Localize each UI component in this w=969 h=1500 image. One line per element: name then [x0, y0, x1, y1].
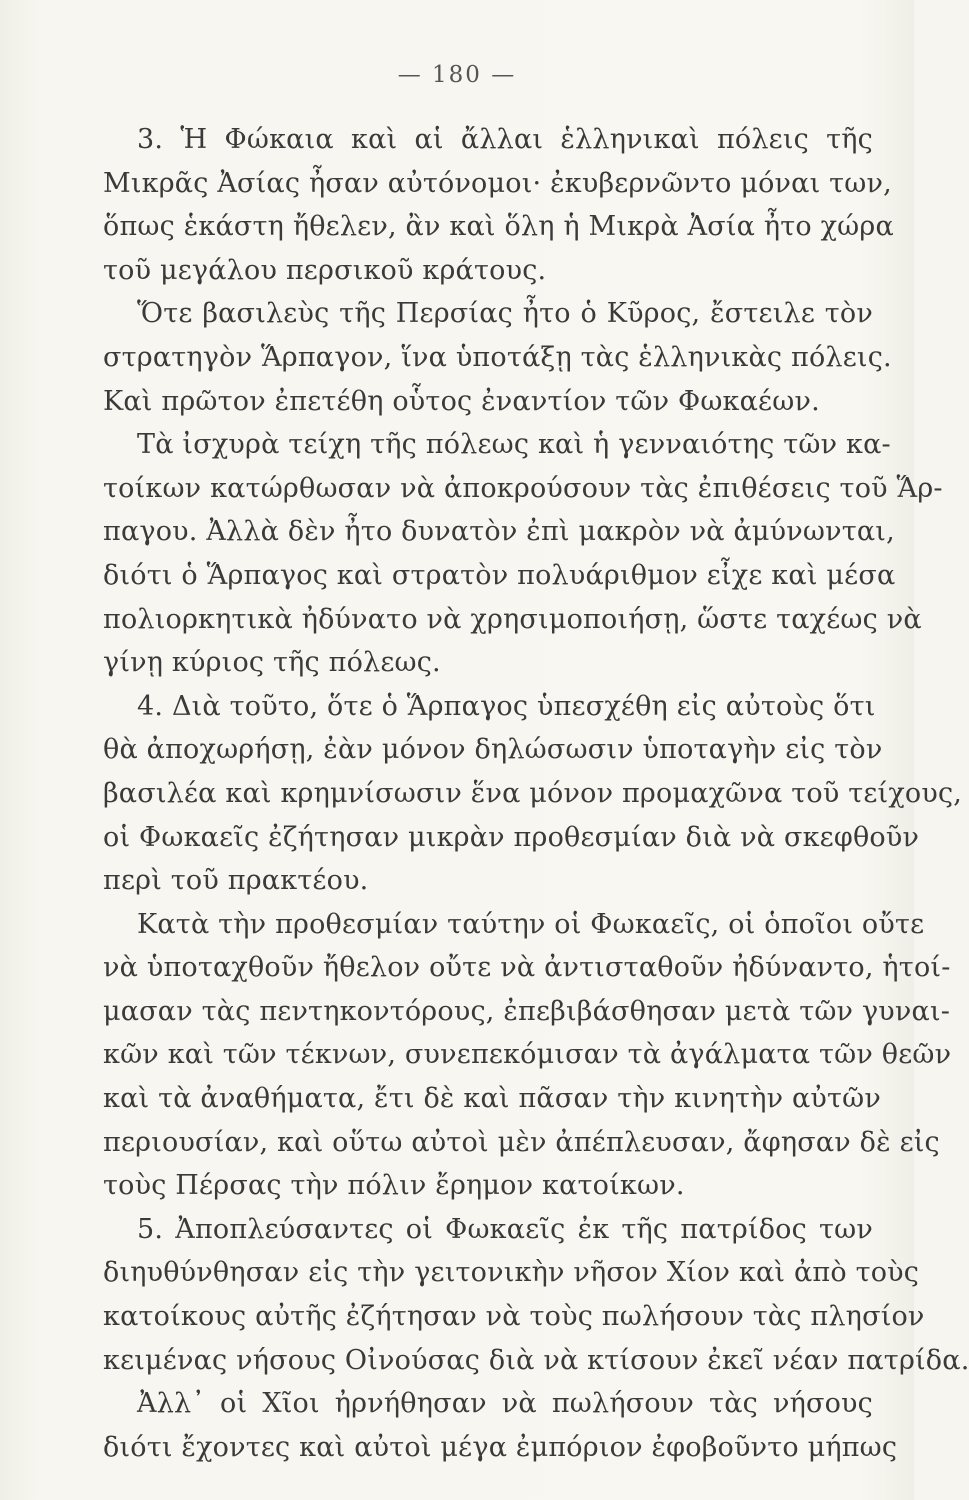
text-line: Καὶ πρῶτον ἐπετέθη οὗτος ἐναντίον τῶν Φωκαέων. [103, 385, 820, 417]
text-line: θὰ ἀποχωρήσῃ, ἐὰν μόνον δηλώσωσιν ὑποταγὴν εἰς τὸν [103, 734, 883, 766]
text-line: γίνῃ κύριος τῆς πόλεως. [103, 647, 441, 679]
text-line: στρατηγὸν Ἅρπαγον, ἵνα ὑποτάξῃ τὰς ἑλληνικὰς πόλεις. [103, 341, 892, 373]
text-line: 3. Ἡ Φώκαια καὶ αἱ ἄλλαι ἑλληνικαὶ πόλεις τῆς [137, 124, 873, 155]
text-line: κῶν καὶ τῶν τέκνων, συνεπεκόμισαν τὰ ἀγάλματα τῶν θεῶν [103, 1039, 952, 1071]
text-line: οἱ Φωκαεῖς ἐζήτησαν μικρὰν προθεσμίαν διὰ νὰ σκεφθοῦν [103, 821, 920, 853]
text-line: καὶ τὰ ἀναθήματα, ἔτι δὲ καὶ πᾶσαν τὴν κινητὴν αὐτῶν [103, 1083, 881, 1115]
text-line: διότι ὁ Ἅρπαγος καὶ στρατὸν πολυάριθμον εἶχε καὶ μέσα [103, 559, 896, 591]
text-line: μασαν τὰς πεντηκοντόρους, ἐπεβιβάσθησαν μετὰ τῶν γυναι- [103, 995, 951, 1027]
text-line: τοῦ μεγάλου περσικοῦ κράτους. [103, 254, 547, 286]
text-line: τοὺς Πέρσας τὴν πόλιν ἔρημον κατοίκων. [103, 1170, 685, 1202]
text-line: 4. Διὰ τοῦτο, ὅτε ὁ Ἅρπαγος ὑπεσχέθη εἰς αὐτοὺς ὅτι [137, 690, 876, 722]
text-line: βασιλέα καὶ κρημνίσωσιν ἕνα μόνον προμαχῶνα τοῦ τείχους, [103, 777, 963, 809]
text-line: Μικρᾶς Ἀσίας ἦσαν αὐτόνομοι· ἐκυβερνῶντο μόναι των, [103, 167, 892, 199]
text-line: Ὅτε βασιλεὺς τῆς Περσίας ἦτο ὁ Κῦρος, ἔστειλε τὸν [137, 298, 873, 330]
text-line: περὶ τοῦ πρακτέου. [103, 865, 369, 897]
text-line: ὅπως ἑκάστη ἤθελεν, ἂν καὶ ὅλη ἡ Μικρὰ Ἀσία ἦτο χώρα [103, 211, 894, 243]
text-line: πολιορκητικὰ ἠδύνατο νὰ χρησιμοποιήσῃ, ὥστε ταχέως νὰ [103, 603, 922, 635]
body-text [103, 118, 969, 1469]
text-line: διηυθύνθησαν εἰς τὴν γειτονικὴν νῆσον Χίον καὶ ἀπὸ τοὺς [103, 1257, 920, 1289]
text-line: κατοίκους αὐτῆς ἐζήτησαν νὰ τοὺς πωλήσουν τὰς πλησίον [103, 1301, 925, 1333]
page-number: — 180 — [397, 62, 517, 88]
text-line: Κατὰ τὴν προθεσμίαν ταύτην οἱ Φωκαεῖς, οἱ ὁποῖοι οὔτε [137, 908, 925, 940]
text-line: νὰ ὑποταχθοῦν ἤθελον οὔτε νὰ ἀντισταθοῦν ἠδύναντο, ἡτοί- [103, 952, 951, 984]
text-line: Ἀλλ᾽ οἱ Χῖοι ἠρνήθησαν νὰ πωλήσουν τὰς νήσους [137, 1388, 873, 1420]
text-line: 5. Ἀποπλεύσαντες οἱ Φωκαεῖς ἐκ τῆς πατρίδος των [137, 1213, 873, 1245]
text-line: περιουσίαν, καὶ οὕτω αὐτοὶ μὲν ἀπέπλευσαν, ἄφησαν δὲ εἰς [103, 1126, 940, 1158]
text-line: διότι ἔχοντες καὶ αὐτοὶ μέγα ἐμπόριον ἐφοβοῦντο μήπως [103, 1431, 898, 1463]
text-line: κειμένας νήσους Οἰνούσας διὰ νὰ κτίσουν ἐκεῖ νέαν πατρίδα. [103, 1344, 969, 1376]
text-line: παγου. Ἀλλὰ δὲν ἦτο δυνατὸν ἐπὶ μακρὸν νὰ ἀμύνωνται, [103, 516, 895, 548]
text-line: τοίκων κατώρθωσαν νὰ ἀποκρούσουν τὰς ἐπιθέσεις τοῦ Ἅρ- [103, 472, 943, 504]
text-line: Τὰ ἰσχυρὰ τείχη τῆς πόλεως καὶ ἡ γενναιότης τῶν κα- [137, 429, 891, 461]
